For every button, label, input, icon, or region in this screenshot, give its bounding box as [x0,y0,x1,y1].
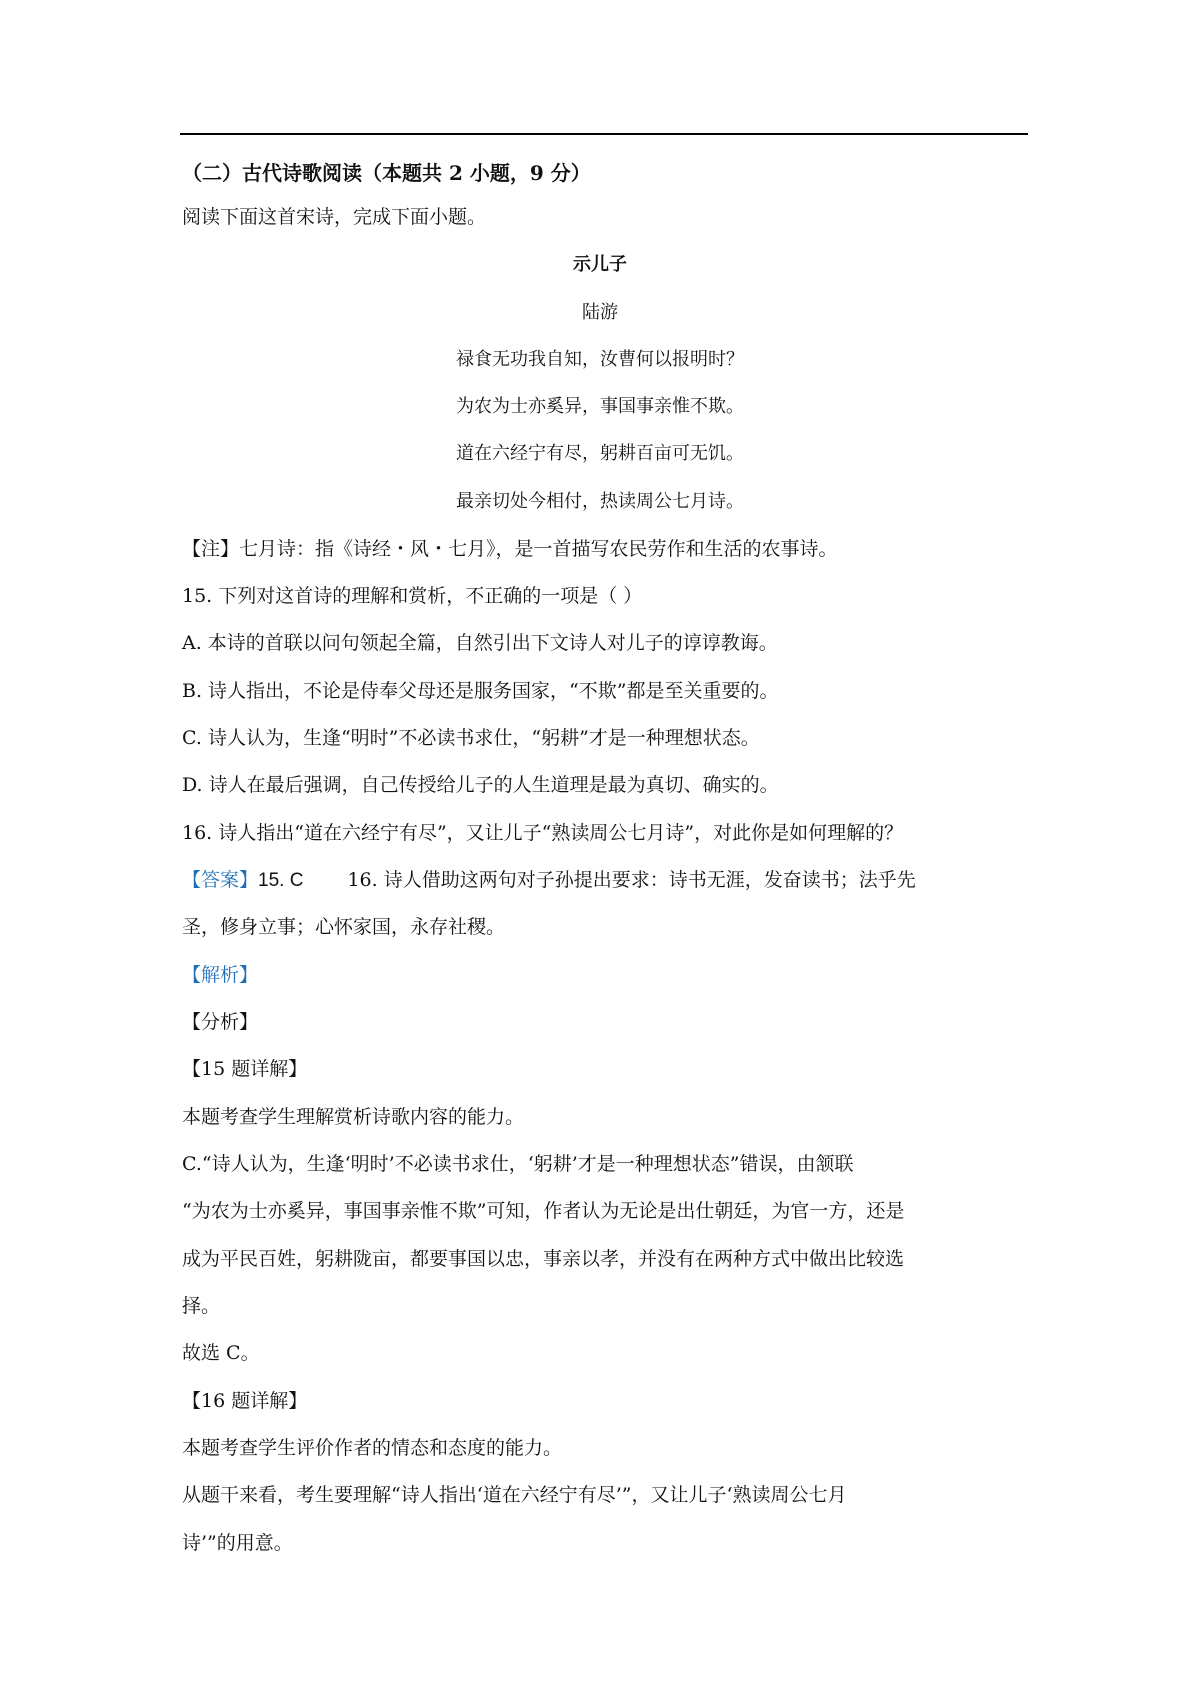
answer-16-continued: 圣，修身立事；心怀家国，永存社稷。 [182,916,506,938]
answer-15: 15. C [258,870,304,891]
answer-16: 16. 诗人借助这两句对子孙提出要求：诗书无涯，发奋读书；法乎先 [347,869,916,891]
top-rule [180,133,1028,135]
detail-15-line: C.“诗人认为，生逢‘明时’不必读书求仕，‘躬耕’才是一种理想状态”错误，由颔联 [182,1153,854,1175]
question-15-option-b: B. 诗人指出，不论是侍奉父母还是服务国家，“不欺”都是至关重要的。 [182,680,779,702]
answer-line [182,867,916,894]
question-16-stem: 16. 诗人指出“道在六经宁有尽”，又让儿子“熟读周公七月诗”，对此你是如何理解的？ [182,822,904,844]
analysis-label: 【解析】 [182,964,259,986]
detail-15-line: 成为平民百姓，躬耕陇亩，都要事国以忠，事亲以孝，并没有在两种方式中做出比较选 [182,1248,905,1270]
detail-15-heading: 【15 题详解】 [182,1058,308,1080]
poem-title: 示儿子 [573,254,627,275]
detail-16-line: 诗’”的用意。 [182,1532,293,1554]
poem-author: 陆游 [582,302,618,323]
detail-15-line: 本题考查学生理解赏析诗歌内容的能力。 [182,1106,525,1128]
section-heading: （二）古代诗歌阅读（本题共 2 小题，9 分） [182,161,591,185]
poem-line: 最亲切处今相付，热读周公七月诗。 [456,491,744,512]
answer-label: 【答案】 [182,869,259,891]
detail-15-line: 择。 [182,1295,221,1317]
poem-line: 道在六经宁有尽，躬耕百亩可无饥。 [456,443,744,464]
question-15-option-a: A. 本诗的首联以问句领起全篇，自然引出下文诗人对儿子的谆谆教诲。 [182,632,778,654]
detail-16-line: 本题考查学生评价作者的情态和态度的能力。 [182,1437,563,1459]
detail-15-line: “为农为士亦奚异，事国事亲惟不欺”可知，作者认为无论是出仕朝廷，为官一方，还是 [182,1200,905,1222]
detail-15-conclusion: 故选 C。 [182,1342,260,1364]
poem-line: 为农为士亦奚异，事国事亲惟不欺。 [456,396,744,417]
section-instruction: 阅读下面这首宋诗，完成下面小题。 [182,206,487,228]
question-15-option-d: D. 诗人在最后强调，自己传授给儿子的人生道理是最为真切、确实的。 [182,774,779,796]
poem-note: 【注】七月诗：指《诗经・风・七月》，是一首描写农民劳作和生活的农事诗。 [182,538,838,560]
detail-16-heading: 【16 题详解】 [182,1390,308,1412]
poem-line: 禄食无功我自知，汝曹何以报明时？ [456,349,744,370]
question-15-stem: 15. 下列对这首诗的理解和赏析，不正确的一项是（ ） [182,585,643,607]
analysis-heading: 【分析】 [182,1011,259,1033]
detail-16-line: 从题干来看，考生要理解“诗人指出‘道在六经宁有尽’”，又让儿子‘熟读周公七月 [182,1484,847,1506]
question-15-option-c: C. 诗人认为，生逢“明时”不必读书求仕，“躬耕”才是一种理想状态。 [182,727,760,749]
